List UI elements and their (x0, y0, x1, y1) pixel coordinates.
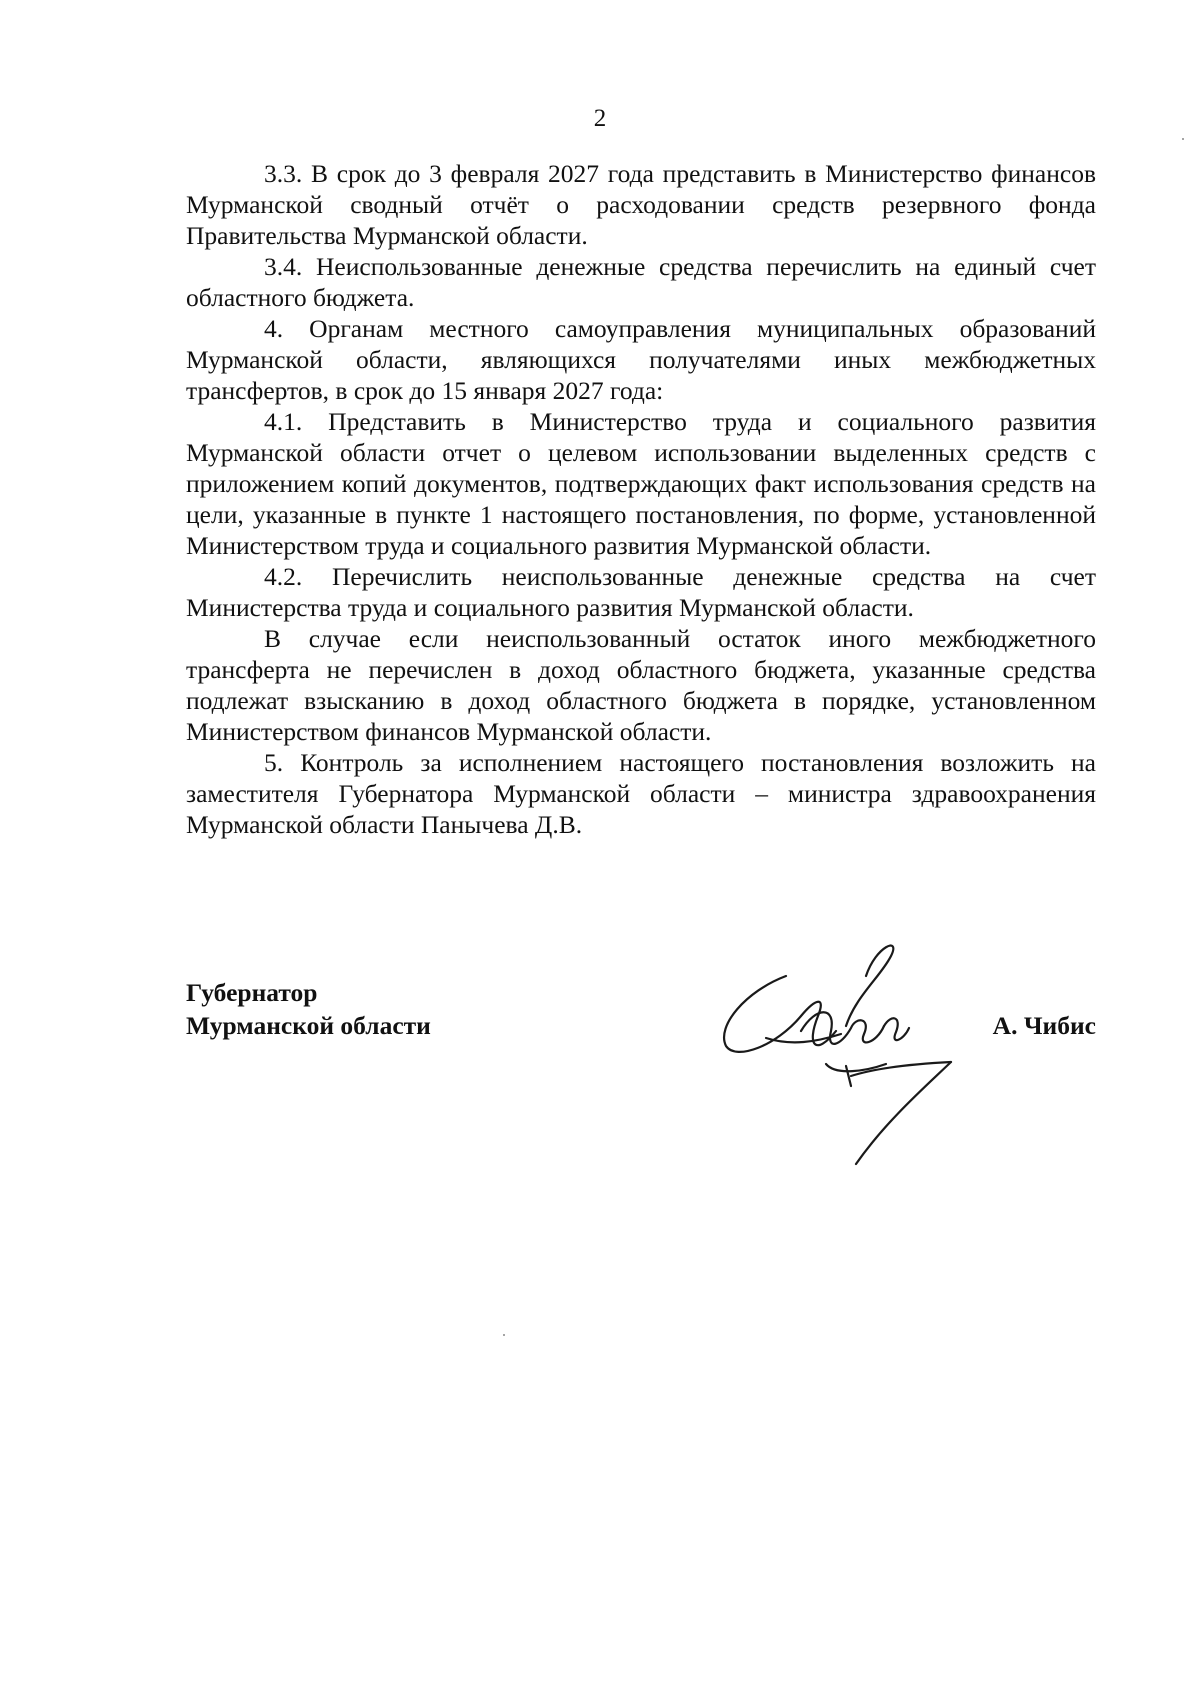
page-number: 2 (593, 105, 607, 132)
signatory-name: А. Чибис (992, 1011, 1096, 1040)
signature-block (186, 976, 1096, 1176)
handwritten-signature-icon (706, 936, 966, 1176)
scan-speck (1182, 138, 1184, 140)
signatory-position (186, 976, 431, 1042)
paragraph-3-4: 3.4. Неиспользованные денежные средства перечислить на единый счет областного бюджета. (186, 252, 1096, 312)
paragraph-4-1: 4.1. Представить в Министерство труда и социального развития Мурманской области отчет о целевом использовании выделенных средств с приложением копий документов, подтверждающих факт использования средств на цели, указанные в пункте 1 настоящего постановления, по форме, установленной Министерством труда и социального развития Мурманской области. (186, 407, 1096, 560)
signatory-position-line1: Губернатор (186, 978, 318, 1007)
paragraph-4-2: 4.2. Перечислить неиспользованные денежные средства на счет Министерства труда и социального развития Мурманской области. (186, 562, 1096, 622)
scan-speck (503, 1334, 505, 1336)
document-body (186, 158, 1096, 840)
signatory-position-line2: Мурманской области (186, 1011, 431, 1040)
paragraph-4: 4. Органам местного самоуправления муниципальных образований Мурманской области, являющихся получателями иных межбюджетных трансфертов, в срок до 15 января 2027 года: (186, 314, 1096, 405)
paragraph-5: 5. Контроль за исполнением настоящего постановления возложить на заместителя Губернатора Мурманской области – министра здравоохранения Мурманской области Панычева Д.В. (186, 748, 1096, 839)
paragraph-3-3: 3.3. В срок до 3 февраля 2027 года представить в Министерство финансов Мурманской сводный отчёт о расходовании средств резервного фонда Правительства Мурманской области. (186, 159, 1096, 250)
paragraph-refund-note: В случае если неиспользованный остаток иного межбюджетного трансферта не перечислен в доход областного бюджета, указанные средства подлежат взысканию в доход областного бюджета в порядке, установленном Министерством финансов Мурманской области. (186, 624, 1096, 746)
